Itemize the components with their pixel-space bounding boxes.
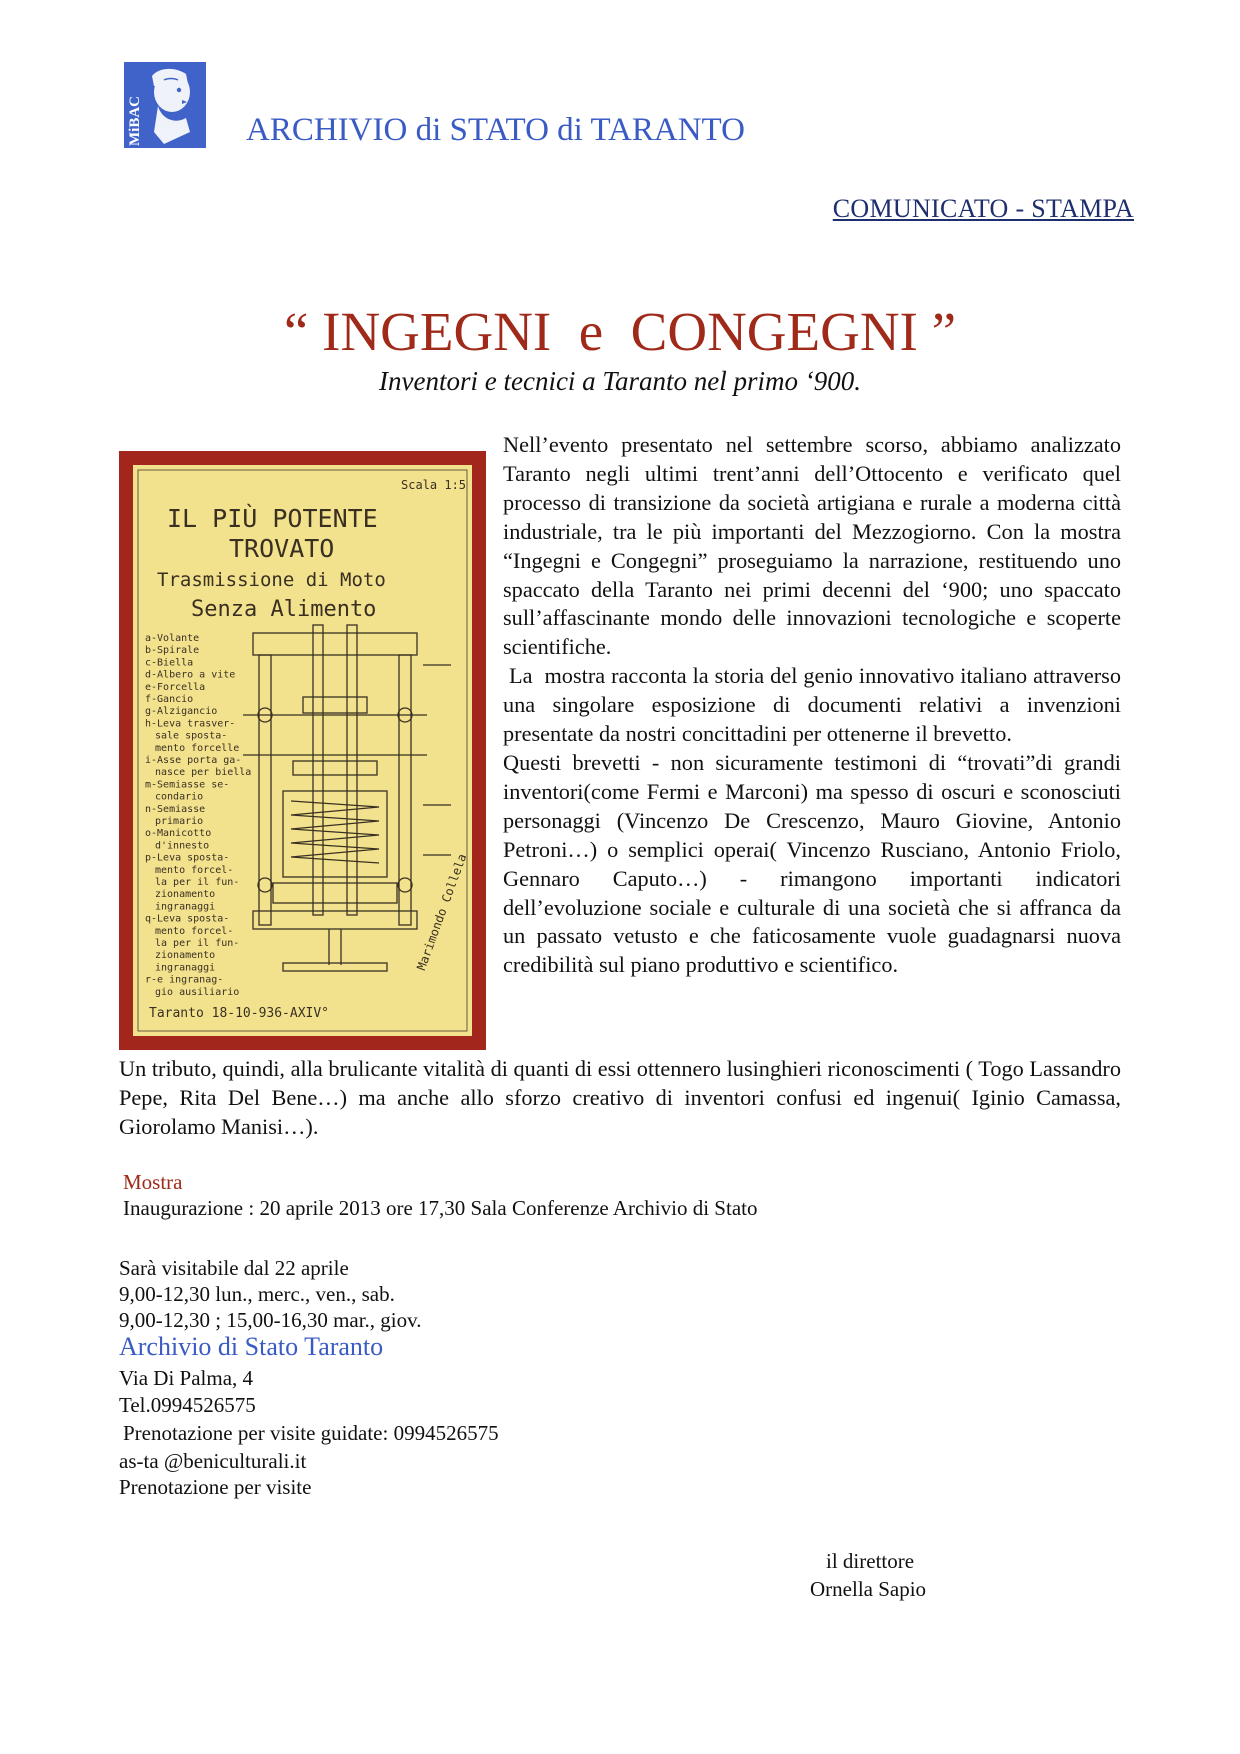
patent-drawing-figure xyxy=(119,451,486,1050)
opening-hours-2: 9,00-12,30 ; 15,00-16,30 mar., giov. xyxy=(119,1308,422,1332)
phone-number: Tel.0994526575 xyxy=(119,1393,256,1417)
legend-item: d'innesto xyxy=(155,840,210,852)
drawing-heading-3: Trasmissione di Moto xyxy=(157,569,386,591)
document-type: COMUNICATO - STAMPA xyxy=(832,194,1134,223)
mibac-logo xyxy=(124,62,206,148)
legend-item: a-Volante xyxy=(145,633,200,644)
legend-item: e-Forcella xyxy=(145,681,206,693)
visit-booking: Prenotazione per visite xyxy=(119,1475,312,1499)
director-name: Ornella Sapio xyxy=(810,1577,927,1601)
legend-item: la per il fun- xyxy=(155,877,240,888)
institution-name: ARCHIVIO di STATO di TARANTO xyxy=(246,112,745,148)
legend-item: zionamento xyxy=(155,950,216,962)
legend-item: b-Spirale xyxy=(145,645,200,657)
legend-item: sale sposta- xyxy=(155,730,228,742)
article-paragraph-1: Nell’evento presentato nel settembre scorso, abbiamo analizzato Taranto negli ultimi trent’anni dell’Ottocento e verificato quel processo di transizione da società artigiana e rurale a moderna città industriale, tra le più importanti del Mezzogiorno. Con la mostra “Ingegni e Congegni” proseguiamo la narrazione, restituendo uno spaccato della Taranto nei primi decenni del ‘900; uno spaccato sull’affascinante mondo delle innovazioni tecnologiche e scoperte scientifiche. xyxy=(503,432,1121,660)
legend-item: q-Leva sposta- xyxy=(145,913,230,925)
article-paragraph-3: Questi brevetti - non sicuramente testimoni di “trovati”di grandi inventori(come Fermi e Marconi) ma spesso di oscuri e sconosciuti personaggi (Vincenzo De Crescenzo, Mauro Giovine, Antonio Petroni…) o semplici operai( Vincenzo Rusciano, Antonio Friolo, Gennaro Caputo…) - rimangono importanti indicatori dell’evoluzione sociale e culturale di una società che si affranca da un passato vetusto e che faticosamente vuole guadagnarsi nuova credibilità sul piano produttivo e scientifico. xyxy=(503,749,1121,978)
legend-item: nasce per biella xyxy=(155,767,252,779)
drawing-signature: Marimondo Collela xyxy=(414,851,470,973)
opening-hours-1: 9,00-12,30 lun., merc., ven., sab. xyxy=(119,1282,395,1306)
inauguration-info: Inaugurazione : 20 aprile 2013 ore 17,30 Sala Conferenze Archivio di Stato xyxy=(123,1196,758,1220)
legend-item: condario xyxy=(155,791,204,803)
article-intro-column xyxy=(503,431,1127,980)
venue-name: Archivio di Stato Taranto xyxy=(119,1332,384,1361)
subtitle: Inventori e tecnici a Taranto nel primo ‘900. xyxy=(379,366,861,396)
drawing-heading-1: IL PIÙ POTENTE xyxy=(167,504,378,533)
email-address: as-ta @beniculturali.it xyxy=(119,1449,307,1473)
drawing-date: Taranto 18-10-936-AXIV° xyxy=(149,1006,330,1021)
legend-item: c-Biella xyxy=(145,657,194,669)
legend-item: ingranaggi xyxy=(155,962,216,974)
legend-item: mento forcelle xyxy=(155,742,240,754)
legend-item: i-Asse porta ga- xyxy=(145,755,242,766)
legend-item: h-Leva trasver- xyxy=(145,718,236,730)
article-paragraph-2: La mostra racconta la storia del genio innovativo italiano attraverso una singolare esposizione di documenti relativi a invenzioni presentate da nostri concittadini per ottenerne il brevetto. xyxy=(503,663,1127,747)
drawing-heading-2: TROVATO xyxy=(229,534,335,563)
svg-text:MiBAC: MiBAC xyxy=(127,96,143,146)
legend-item: r-e ingranag- xyxy=(145,974,224,986)
venue-address: Via Di Palma, 4 xyxy=(119,1366,254,1390)
article-paragraph-4: Un tributo, quindi, alla brulicante vitalità di quanti di essi ottennero lusinghieri riconoscimenti ( Togo Lassandro Pepe, Rita Del Bene…) ma anche allo sforzo creativo di inventori confusi ed ingenui( Iginio Camassa, Giorolamo Manisi…). xyxy=(119,1056,1121,1139)
director-role: il direttore xyxy=(826,1549,915,1573)
legend-item: o-Manicotto xyxy=(145,828,212,840)
legend-item: f-Gancio xyxy=(145,694,194,705)
legend-item: g-Alzigancio xyxy=(145,706,218,718)
legend-item: zionamento xyxy=(155,889,216,901)
legend-item: gio ausiliario xyxy=(155,986,240,998)
legend-item: p-Leva sposta- xyxy=(145,852,230,864)
drawing-scale: Scala 1:5 xyxy=(401,478,467,492)
event-label: Mostra xyxy=(123,1170,183,1194)
legend-item: primario xyxy=(155,816,204,827)
patent-drawing xyxy=(133,465,472,1036)
guided-visit-booking: Prenotazione per visite guidate: 0994526575 xyxy=(123,1421,499,1445)
legend-item: la per il fun- xyxy=(155,938,240,949)
legend-item: n-Semiasse xyxy=(145,803,206,815)
legend-item: mento forcel- xyxy=(155,864,234,876)
legend-item: mento forcel- xyxy=(155,925,234,937)
main-title: “ INGEGNI e CONGEGNI ” xyxy=(283,301,957,362)
legend-item: d-Albero a vite xyxy=(145,669,236,681)
article-continuation xyxy=(119,1055,1121,1142)
legend-item: m-Semiasse se- xyxy=(145,779,230,791)
drawing-heading-4: Senza Alimento xyxy=(191,597,377,622)
visit-dates: Sarà visitabile dal 22 aprile xyxy=(119,1256,349,1280)
legend-item: ingranaggi xyxy=(155,901,216,913)
